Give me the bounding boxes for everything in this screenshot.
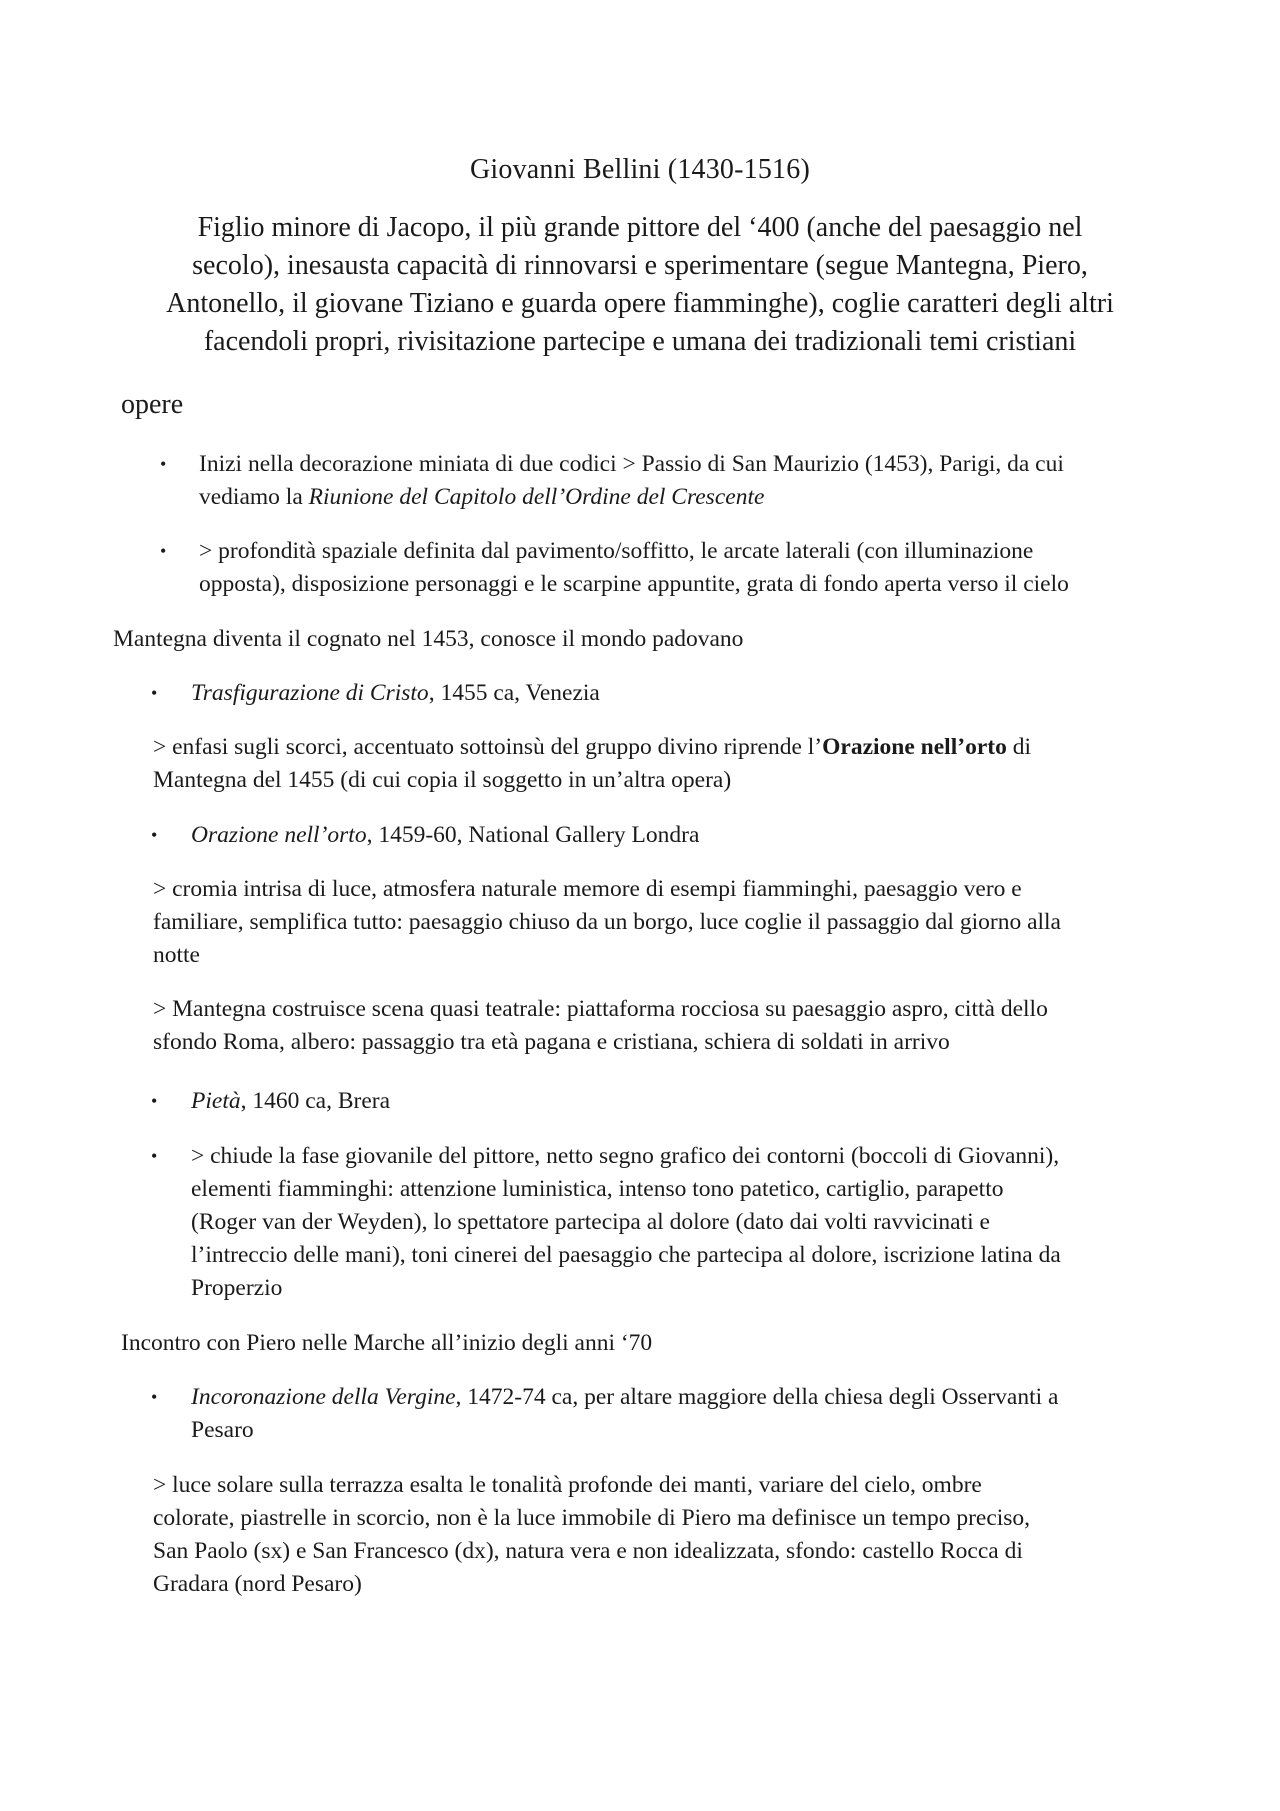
mantegna-line: Mantegna diventa il cognato nel 1453, conosce il mondo padovano [113, 626, 744, 652]
text-line: Properzio [191, 1275, 283, 1301]
text-run: , 1459-60, National Gallery Londra [366, 822, 700, 848]
paragraph-scorci [153, 731, 1031, 797]
text-run: di [1006, 734, 1031, 760]
list-item-incoronazione [191, 1381, 1058, 1447]
text-line: l’intreccio delle mani), toni cinerei del paesaggio che partecipa al dolore, iscrizione latina da [191, 1242, 1061, 1268]
artwork-title: Riunione del Capitolo dell’Ordine del Crescente [308, 484, 765, 510]
text-line: > cromia intrisa di luce, atmosfera naturale memore di esempi fiamminghi, paesaggio vero e [153, 876, 1022, 902]
artwork-title: Orazione nell’orto [191, 822, 367, 848]
bullet-icon: • [160, 454, 167, 474]
text-line: Mantegna del 1455 (di cui copia il soggetto in un’altra opera) [153, 767, 732, 793]
text-line: > luce solare sulla terrazza esalta le tonalità profonde dei manti, variare del cielo, ombre [153, 1472, 982, 1498]
intro-line: Figlio minore di Jacopo, il più grande pittore del ‘400 (anche del paesaggio nel [197, 212, 1083, 243]
section-label-opere: opere [121, 389, 184, 420]
text-line: Pesaro [191, 1417, 254, 1443]
artwork-title: Trasfigurazione di Cristo [191, 680, 429, 706]
bullet-icon: • [151, 1146, 158, 1166]
text-line: > profondità spaziale definita dal pavimento/soffitto, le arcate laterali (con illuminazione [199, 538, 1034, 564]
bullet-icon: • [160, 541, 167, 561]
list-item-pieta [191, 1085, 390, 1118]
text-line [191, 1085, 390, 1118]
intro-line: facendoli propri, rivisitazione partecipe e umana dei tradizionali temi cristiani [203, 326, 1077, 357]
text-line: familiare, semplifica tutto: paesaggio chiuso da un borgo, luce coglie il passaggio dal giorno alla [153, 909, 1061, 935]
intro-paragraph [110, 209, 1170, 361]
paragraph-cromia [153, 873, 1061, 972]
text-line: notte [153, 942, 200, 968]
bold-title: Orazione nell’orto [822, 734, 1007, 760]
intro-line: Antonello, il giovane Tiziano e guarda opere fiamminghe), coglie caratteri degli altri [166, 288, 1114, 319]
bullet-icon: • [151, 825, 158, 845]
piero-line: Incontro con Piero nelle Marche all’inizio degli anni ‘70 [121, 1330, 653, 1356]
text-line: Gradara (nord Pesaro) [153, 1571, 362, 1597]
list-item-orazione [191, 819, 699, 852]
artwork-title: Pietà [191, 1088, 241, 1114]
intro-line: secolo), inesausta capacità di rinnovarsi e sperimentare (segue Mantegna, Piero, [192, 250, 1088, 281]
text-line [191, 819, 699, 852]
list-item-fase-giovanile [191, 1140, 1061, 1305]
bullet-icon: • [151, 683, 158, 703]
text-line: San Paolo (sx) e San Francesco (dx), natura vera e non idealizzata, sfondo: castello Rocca di [153, 1538, 1023, 1564]
text-run: , 1460 ca, Brera [240, 1088, 391, 1114]
paragraph-mantegna-scena [153, 993, 1048, 1059]
text-run: 1472-74 ca, per altare maggiore della chiesa degli Osservanti a [461, 1384, 1059, 1410]
bullet-icon: • [151, 1091, 158, 1111]
artwork-title: Incoronazione della Vergine, [191, 1384, 462, 1410]
document-title: Giovanni Bellini (1430-1516) [469, 154, 810, 185]
text-line [191, 1381, 1058, 1414]
list-item-depth [199, 535, 1069, 601]
text-line: Inizi nella decorazione miniata di due codici > Passio di San Maurizio (1453), Parigi, da cui [199, 451, 1064, 477]
text-run: > enfasi sugli scorci, accentuato sottoinsù del gruppo divino riprende l’ [153, 734, 823, 760]
paragraph-luce-solare [153, 1469, 1030, 1601]
list-item-trasfigurazione [191, 677, 600, 710]
text-line: > Mantegna costruisce scena quasi teatrale: piattaforma rocciosa su paesaggio aspro, città dello [153, 996, 1048, 1022]
text-line [153, 731, 1031, 764]
text-line [199, 481, 1064, 514]
text-line: colorate, piastrelle in scorcio, non è la luce immobile di Piero ma definisce un tempo preciso, [153, 1505, 1031, 1531]
text-line: elementi fiamminghi: attenzione luministica, intenso tono patetico, cartiglio, parapetto [191, 1176, 1004, 1202]
bullet-icon: • [151, 1387, 158, 1407]
text-line: > chiude la fase giovanile del pittore, netto segno grafico dei contorni (boccoli di Giovanni), [191, 1143, 1060, 1169]
text-line: opposta), disposizione personaggi e le scarpine appuntite, grata di fondo aperta verso il cielo [199, 571, 1069, 597]
list-item-miniature [199, 448, 1064, 514]
text-line [191, 677, 600, 710]
text-line: (Roger van der Weyden), lo spettatore partecipa al dolore (dato dai volti ravvicinati e [191, 1209, 990, 1235]
text-run: , 1455 ca, Venezia [428, 680, 600, 706]
text-run: vediamo la [199, 484, 309, 510]
text-line: sfondo Roma, albero: passaggio tra età pagana e cristiana, schiera di soldati in arrivo [153, 1029, 950, 1055]
